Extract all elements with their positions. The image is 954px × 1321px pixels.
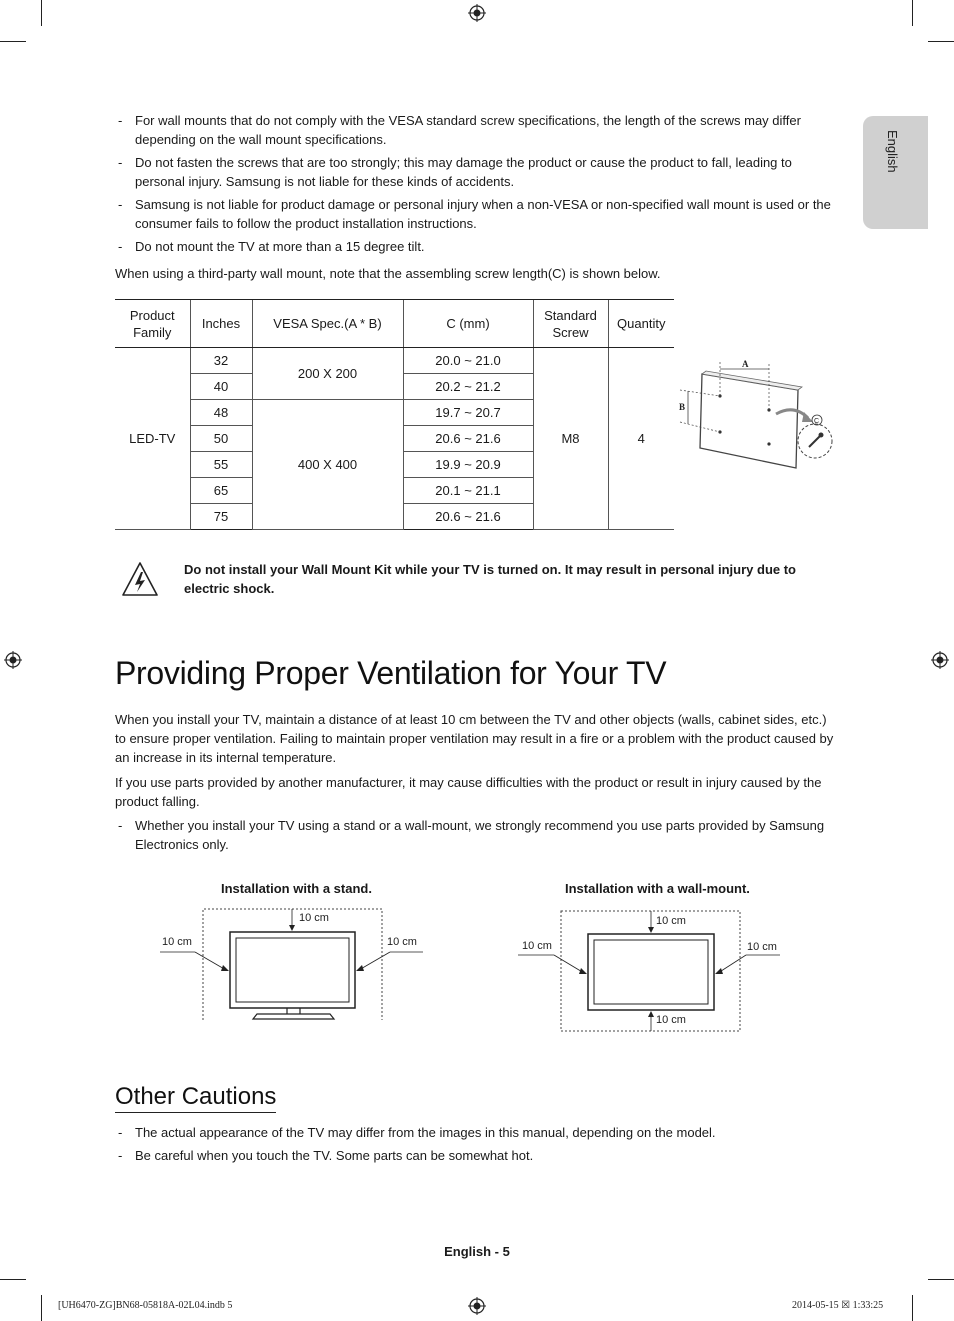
list-item: - Do not fasten the screws that are too strongly; this may damage the product or cause the product to fall, leading to personal injury. Samsung is not liable for these kinds of accidents. bbox=[118, 155, 792, 189]
dimension-b-label: B bbox=[679, 402, 686, 412]
header-inches: Inches bbox=[190, 300, 252, 348]
table-row bbox=[115, 348, 674, 374]
page-number: English - 5 bbox=[444, 1244, 510, 1259]
cell-c: 20.6 ~ 21.6 bbox=[403, 426, 533, 452]
wall-mount-diagram bbox=[676, 352, 846, 472]
crop-mark bbox=[928, 1279, 954, 1280]
cell-vesa: 200 X 200 bbox=[252, 348, 403, 400]
page-title: Providing Proper Ventilation for Your TV bbox=[115, 655, 667, 691]
wall-mount-notes bbox=[115, 111, 835, 260]
cell-inches: 75 bbox=[190, 504, 252, 530]
cell-standard-screw: M8 bbox=[533, 348, 608, 530]
cell-c: 20.1 ~ 21.1 bbox=[403, 478, 533, 504]
cell-vesa: 400 X 400 bbox=[252, 400, 403, 530]
dimension-a-label: A bbox=[742, 359, 749, 369]
stand-caption: Installation with a stand. bbox=[221, 881, 372, 896]
clearance-label-right: 10 cm bbox=[747, 941, 777, 953]
vesa-spec-table bbox=[115, 299, 674, 530]
registration-mark-icon bbox=[931, 651, 949, 669]
ventilation-paragraph: If you use parts provided by another manufacturer, it may cause difficulties with the product or result in injury caused by the product falling. bbox=[115, 775, 822, 809]
cell-inches: 65 bbox=[190, 478, 252, 504]
cell-c: 20.2 ~ 21.2 bbox=[403, 374, 533, 400]
registration-mark-icon bbox=[468, 1297, 486, 1315]
header-vesa: VESA Spec.(A * B) bbox=[252, 300, 403, 348]
cell-c: 20.6 ~ 21.6 bbox=[403, 504, 533, 530]
cell-c: 20.0 ~ 21.0 bbox=[403, 348, 533, 374]
list-item: - For wall mounts that do not comply with the VESA standard screw specifications, the length of the screws may differ depending on the wall mount specifications. bbox=[118, 113, 801, 147]
list-item: - Samsung is not liable for product damage or personal injury when a non-VESA or non-specified wall mount is used or the consumer fails to follow the product installation instructions. bbox=[118, 197, 831, 231]
header-standard-screw: Standard Screw bbox=[533, 300, 608, 348]
clearance-label-right: 10 cm bbox=[387, 936, 417, 948]
dimension-c-label: C bbox=[814, 418, 820, 425]
crop-mark bbox=[912, 0, 913, 26]
language-tab-label: English bbox=[885, 130, 900, 173]
clearance-label-bottom: 10 cm bbox=[656, 1014, 686, 1026]
wall-mount-clearance-diagram bbox=[518, 905, 783, 1035]
crop-mark bbox=[0, 1279, 26, 1280]
crop-mark bbox=[41, 1295, 42, 1321]
ventilation-note bbox=[115, 816, 835, 858]
cell-quantity: 4 bbox=[608, 348, 674, 530]
cell-inches: 48 bbox=[190, 400, 252, 426]
crop-mark bbox=[0, 41, 26, 42]
header-quantity: Quantity bbox=[608, 300, 674, 348]
other-cautions-list bbox=[115, 1123, 835, 1169]
header-c-mm: C (mm) bbox=[403, 300, 533, 348]
stand-clearance-diagram bbox=[160, 905, 425, 1025]
registration-mark-icon bbox=[468, 4, 486, 22]
print-slug-left: [UH6470-ZG]BN68-05818A-02L04.indb 5 bbox=[58, 1300, 233, 1311]
list-item: - The actual appearance of the TV may differ from the images in this manual, depending on the model. bbox=[118, 1125, 716, 1140]
cell-inches: 50 bbox=[190, 426, 252, 452]
list-item: - Whether you install your TV using a stand or a wall-mount, we strongly recommend you use parts provided by Samsung Electronics only. bbox=[118, 818, 825, 852]
clearance-label-top: 10 cm bbox=[299, 912, 329, 924]
cell-product-family: LED-TV bbox=[115, 348, 190, 530]
section-title: Other Cautions bbox=[115, 1083, 276, 1113]
registration-mark-icon bbox=[4, 651, 22, 669]
language-tab bbox=[863, 116, 928, 229]
electric-shock-warning-icon bbox=[120, 560, 160, 598]
header-product-family: Product Family bbox=[115, 300, 190, 348]
screw-intro: When using a third-party wall mount, note that the assembling screw length(C) is shown below. bbox=[115, 266, 661, 281]
crop-mark bbox=[41, 0, 42, 26]
cell-inches: 40 bbox=[190, 374, 252, 400]
warning-text: Do not install your Wall Mount Kit while your TV is turned on. It may result in personal injury due to electric shock. bbox=[184, 562, 797, 596]
clearance-label-left: 10 cm bbox=[162, 936, 192, 948]
print-slug-right: 2014-05-15 ☒ 1:33:25 bbox=[792, 1300, 884, 1311]
list-item: - Be careful when you touch the TV. Some parts can be somewhat hot. bbox=[118, 1148, 534, 1163]
ventilation-paragraph: When you install your TV, maintain a distance of at least 10 cm between the TV and other objects (walls, cabinet sides, etc.) to ensure proper ventilation. Failing to maintain proper ventilation may result in a fire or a problem with the product caused by an increase in its internal temperature. bbox=[115, 712, 834, 765]
cell-inches: 32 bbox=[190, 348, 252, 374]
cell-c: 19.7 ~ 20.7 bbox=[403, 400, 533, 426]
cell-c: 19.9 ~ 20.9 bbox=[403, 452, 533, 478]
clearance-label-top: 10 cm bbox=[656, 915, 686, 927]
list-item: - Do not mount the TV at more than a 15 degree tilt. bbox=[118, 239, 425, 254]
clearance-label-left: 10 cm bbox=[522, 940, 552, 952]
wall-mount-caption: Installation with a wall-mount. bbox=[565, 881, 750, 896]
cell-inches: 55 bbox=[190, 452, 252, 478]
crop-mark bbox=[928, 41, 954, 42]
crop-mark bbox=[912, 1295, 913, 1321]
